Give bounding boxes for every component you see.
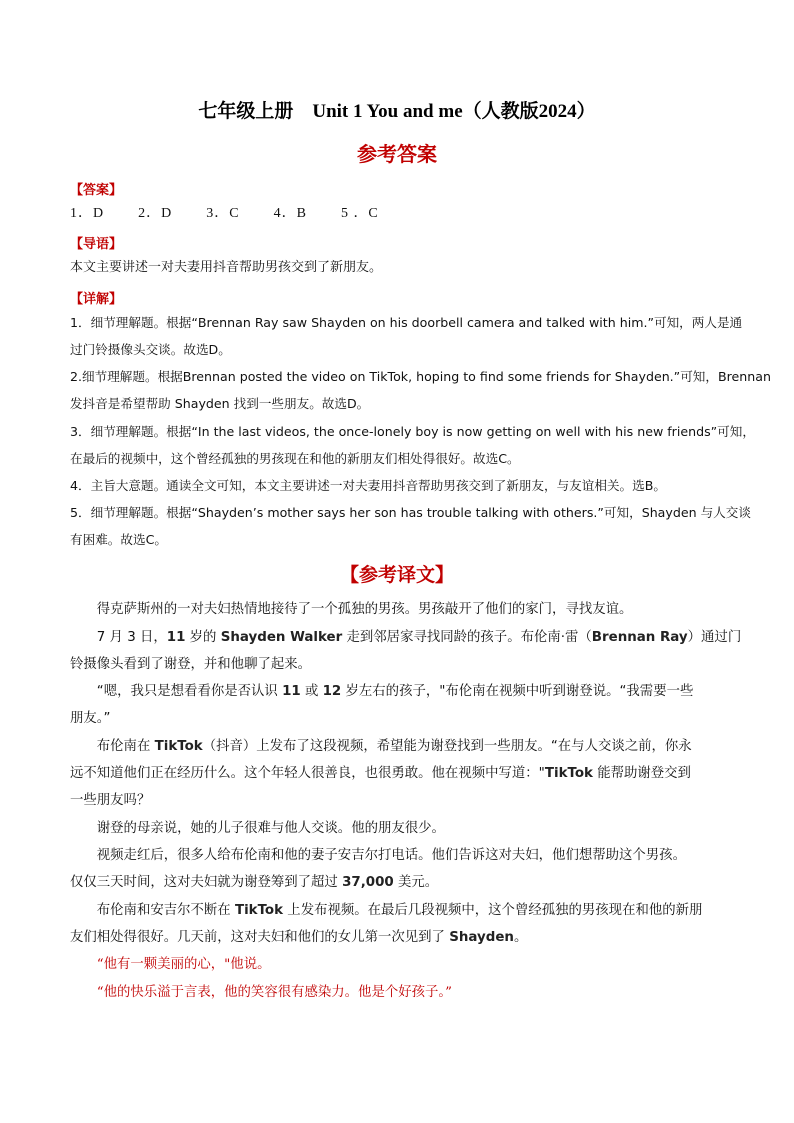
- translation-line: 布伦南在 TikTok（抖音）上发布了这段视频，希望能为谢登找到一些朋友。“在与人交谈之前，你永: [70, 739, 692, 754]
- answer-item: 4．B: [273, 206, 307, 221]
- translation-line: 布伦南和安吉尔不断在 TikTok 上发布视频。在最后几段视频中，这个曾经孤独的男孩现在和他的新朋: [70, 903, 703, 918]
- detail-line: 2.细节理解题。根据Brennan posted the video on TikTok, hoping to find some friends for Shayden.”可知，Brennan: [70, 369, 771, 384]
- detail-line: 5．细节理解题。根据“Shayden’s mother says her son has trouble talking with others.”可知，Shayden 与人交谈: [70, 505, 751, 520]
- answers-label: 【答案】: [70, 183, 123, 198]
- answers-row: [70, 200, 726, 227]
- answer-item: 3．C: [206, 206, 240, 221]
- translation-line: 视频走红后，很多人给布伦南和他的妻子安吉尔打电话。他们告诉这对夫妇，他们想帮助这个男孩。: [70, 848, 686, 863]
- detail-line: 4．主旨大意题。通读全文可知，本文主要讲述一对夫妻用抖音帮助男孩交到了新朋友，与友谊相关。选B。: [70, 478, 666, 493]
- details-label: 【详解】: [70, 292, 123, 307]
- guide-label: 【导语】: [70, 237, 123, 252]
- translation-quote-line: “他的快乐溢于言表，他的笑容很有感染力。他是个好孩子。”: [70, 985, 452, 1000]
- translation-line: 远不知道他们正在经历什么。这个年轻人很善良，也很勇敢。他在视频中写道："TikTok 能帮助谢登交到: [70, 766, 691, 781]
- translation-line: 朋友。”: [70, 711, 111, 726]
- answer-item: 1．D: [70, 206, 105, 221]
- translation-line: 仅仅三天时间，这对夫妇就为谢登筹到了超过 37,000 美元。: [70, 875, 439, 890]
- detail-line: 发抖音是希望帮助 Shayden 找到一些朋友。故选D。: [70, 396, 370, 411]
- translation-line: 铃摄像头看到了谢登，并和他聊了起来。: [70, 657, 312, 672]
- answer-item: 2．D: [138, 206, 173, 221]
- translation-line: 得克萨斯州的一对夫妇热情地接待了一个孤独的男孩。男孩敲开了他们的家门，寻找友谊。: [70, 602, 633, 617]
- answer-key-heading: 参考答案: [357, 142, 437, 166]
- detail-line: 在最后的视频中，这个曾经孤独的男孩现在和他的新朋友们相处得很好。故选C。: [70, 451, 520, 466]
- translation-line: 一些朋友吗？: [70, 793, 151, 808]
- translation-heading: 【参考译文】: [339, 564, 454, 586]
- detail-line: 3．细节理解题。根据“In the last videos, the once-lonely boy is now getting on well with his new friends”可知，: [70, 424, 755, 439]
- guide-text: 本文主要讲述一对夫妻用抖音帮助男孩交到了新朋友。: [70, 260, 383, 275]
- document-title: 七年级上册 Unit 1 You and me（人教版2024）: [198, 101, 596, 122]
- translation-line: 谢登的母亲说，她的儿子很难与他人交谈。他的朋友很少。: [70, 821, 445, 836]
- detail-line: 过门铃摄像头交谈。故选D。: [70, 342, 231, 357]
- detail-line: 有困难。故选C。: [70, 532, 167, 547]
- answer-item: 5 ．C: [340, 206, 379, 221]
- translation-quote-line: “他有一颗美丽的心，"他说。: [70, 957, 271, 972]
- translation-line: “嗯，我只是想看看你是否认识 11 或 12 岁左右的孩子，"布伦南在视频中听到谢登说。“我需要一些: [70, 684, 694, 699]
- detail-line: 1．细节理解题。根据“Brennan Ray saw Shayden on his doorbell camera and talked with him.”可知，两人是通: [70, 315, 743, 330]
- translation-line: 友们相处得很好。几天前，这对夫妇和他们的女儿第一次见到了 Shayden。: [70, 930, 528, 945]
- translation-line: 7 月 3 日，11 岁的 Shayden Walker 走到邻居家寻找同龄的孩子。布伦南·雷（Brennan Ray）通过门: [70, 630, 742, 645]
